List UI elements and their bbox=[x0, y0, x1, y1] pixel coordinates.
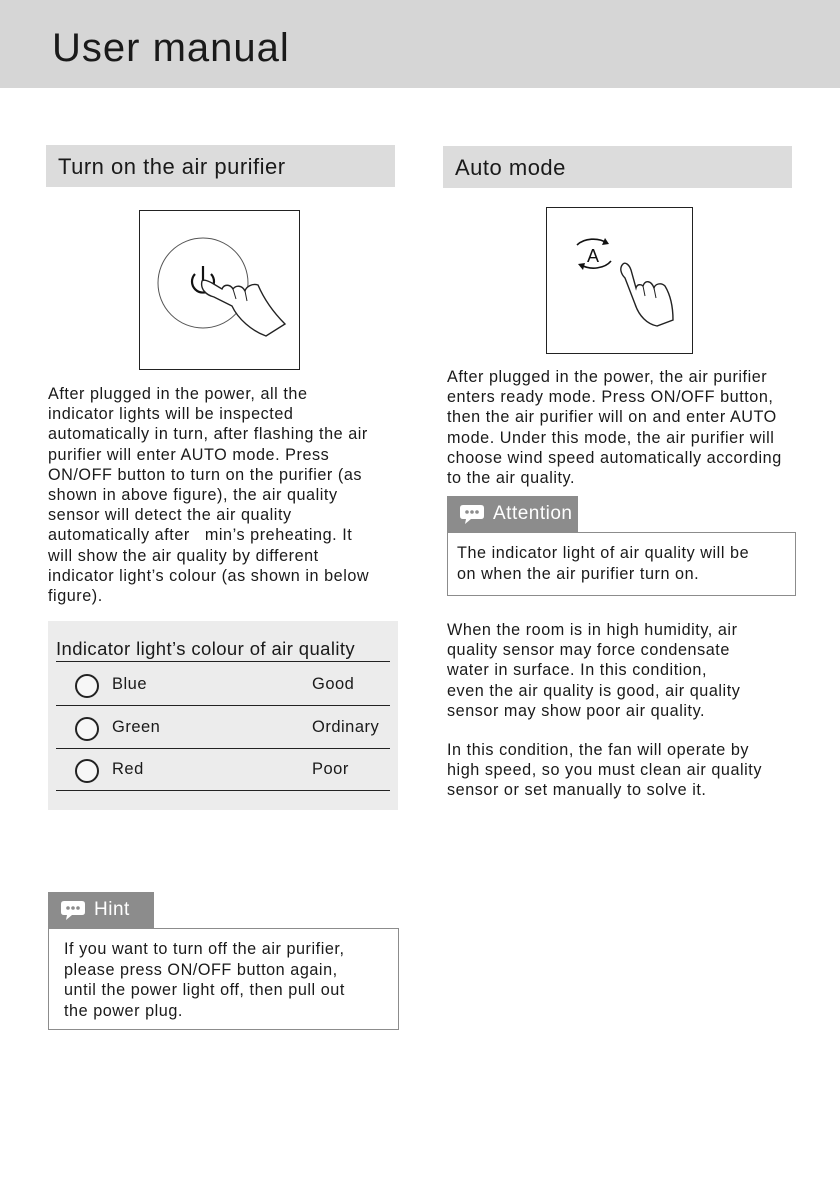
auto-mode-paragraph bbox=[447, 367, 827, 488]
indicator-row-blue bbox=[48, 666, 398, 708]
attention-box bbox=[447, 532, 796, 596]
para-line: to the air quality. bbox=[447, 469, 576, 488]
section-title-turn-on: Turn on the air purifier bbox=[46, 145, 395, 187]
para-line: indicator light’s colour (as shown in below bbox=[48, 566, 370, 585]
hint-line: If you want to turn off the air purifier, bbox=[64, 940, 345, 958]
para-line: When the room is in high humidity, air bbox=[447, 621, 738, 639]
page-title: User manual bbox=[52, 26, 290, 70]
divider bbox=[56, 705, 390, 706]
para-line: choose wind speed automatically according bbox=[447, 448, 782, 467]
para-line: ON/OFF button to turn on the purifier (as bbox=[48, 465, 363, 484]
turn-on-paragraph bbox=[48, 384, 418, 606]
para-line: After plugged in the power, the air purifier bbox=[447, 368, 768, 386]
hint-box bbox=[48, 928, 399, 1030]
indicator-row-green bbox=[48, 709, 398, 751]
indicator-light-icon bbox=[75, 674, 99, 698]
auto-letter: A bbox=[586, 246, 600, 266]
hint-line: the power plug. bbox=[64, 1001, 183, 1020]
divider bbox=[56, 790, 390, 791]
speech-bubble-icon bbox=[60, 899, 86, 921]
para-line: sensor may show poor air quality. bbox=[447, 701, 706, 720]
attention-tag bbox=[447, 496, 578, 532]
fan-speed-paragraph bbox=[447, 740, 827, 801]
para-line: automatically after bbox=[48, 526, 190, 545]
hint-label: Hint bbox=[94, 899, 130, 920]
para-line: high speed, so you must clean air quality bbox=[447, 761, 762, 780]
speech-bubble-icon bbox=[459, 503, 485, 525]
indicator-quality: Good bbox=[312, 675, 355, 693]
para-line: then the air purifier will on and enter AUTO bbox=[447, 408, 777, 427]
para-line: min’s preheating. It bbox=[204, 526, 353, 545]
power-button-press-icon bbox=[140, 211, 298, 368]
section-title-auto-mode: Auto mode bbox=[443, 146, 792, 188]
auto-mode-figure bbox=[546, 207, 693, 354]
indicator-light-icon bbox=[75, 759, 99, 783]
para-line: indicator lights will be inspected bbox=[48, 405, 294, 424]
para-line: purifier will enter AUTO mode. Press bbox=[48, 445, 330, 464]
header-band bbox=[0, 0, 840, 88]
hint-tag bbox=[48, 892, 154, 928]
hint-line: please press ON/OFF button again, bbox=[64, 960, 338, 979]
indicator-quality: Ordinary bbox=[312, 718, 380, 736]
para-line: shown in above figure), the air quality bbox=[48, 486, 338, 505]
para-line: even the air quality is good, air quality bbox=[447, 681, 741, 700]
attention-line: The indicator light of air quality will be bbox=[457, 544, 750, 562]
power-button-figure bbox=[139, 210, 300, 370]
indicator-color-panel bbox=[48, 621, 398, 810]
para-line: water in surface. In this condition, bbox=[447, 661, 708, 680]
auto-mode-press-icon bbox=[547, 208, 691, 352]
para-line: quality sensor may force condensate bbox=[447, 641, 730, 660]
attention-line: on when the air purifier turn on. bbox=[457, 564, 700, 583]
para-line: sensor or set manually to solve it. bbox=[447, 781, 707, 800]
para-line: will show the air quality by different bbox=[48, 546, 319, 565]
indicator-color-name: Green bbox=[112, 718, 161, 736]
indicator-color-name: Blue bbox=[112, 675, 148, 693]
para-line: In this condition, the fan will operate by bbox=[447, 741, 750, 759]
para-line: enters ready mode. Press ON/OFF button, bbox=[447, 388, 774, 407]
indicator-quality: Poor bbox=[312, 760, 349, 778]
indicator-title: Indicator light’s colour of air quality bbox=[56, 638, 356, 659]
attention-label: Attention bbox=[493, 503, 573, 524]
indicator-color-name: Red bbox=[112, 760, 144, 778]
para-line: mode. Under this mode, the air purifier will bbox=[447, 428, 775, 447]
divider bbox=[56, 748, 390, 749]
indicator-light-icon bbox=[75, 717, 99, 741]
hint-line: until the power light off, then pull out bbox=[64, 981, 345, 999]
indicator-row-red bbox=[48, 751, 398, 793]
para-line: automatically in turn, after flashing the air bbox=[48, 425, 368, 444]
para-line: After plugged in the power, all the bbox=[48, 385, 308, 403]
para-line: sensor will detect the air quality bbox=[48, 506, 292, 525]
divider bbox=[56, 661, 390, 662]
humidity-paragraph bbox=[447, 620, 827, 721]
para-line: figure). bbox=[48, 587, 103, 606]
